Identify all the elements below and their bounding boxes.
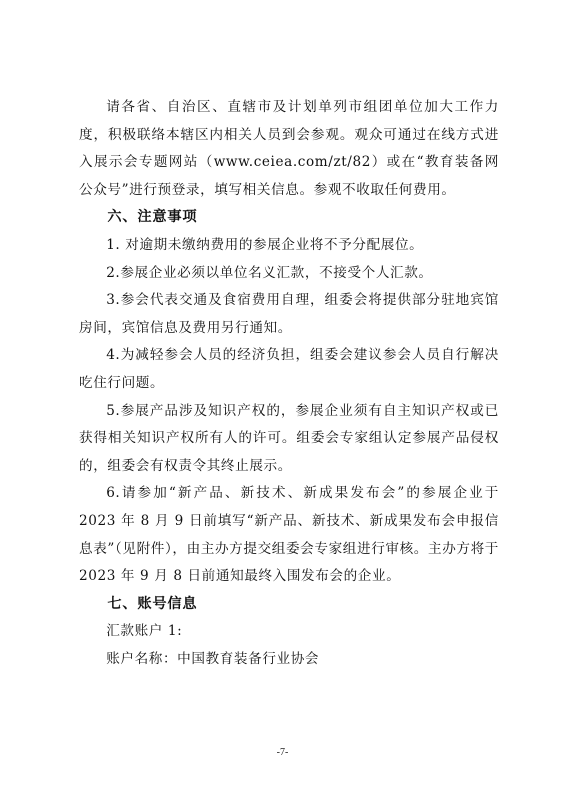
- section-6-item-4: 4.为减轻参会人员的经济负担，组委会建议参会人员自行解决吃住行问题。: [79, 347, 499, 391]
- document-body: [79, 94, 499, 673]
- section-6-item-3: 3.参会代表交通及食宿费用自理，组委会将提供部分驻地宾馆房间，宾馆信息及费用另行通知。: [79, 292, 499, 336]
- section-6-item-1: 1. 对逾期未缴纳费用的参展企业将不予分配展位。: [106, 236, 424, 253]
- section-6-item-5: 5.参展产品涉及知识产权的，参展企业须有自主知识产权或已获得相关知识产权所有人的许可。组委会专家组认定参展产品侵权的，组委会有权责令其终止展示。: [79, 402, 499, 474]
- page-number: -7-: [276, 747, 289, 758]
- section-7-heading: 七、账号信息: [107, 595, 198, 612]
- section-6-item-6: 6.请参加“新产品、新技术、新成果发布会”的参展企业于 2023 年 8 月 9 日前填写“新产品、新技术、新成果发布会申报信息表”（见附件），由主办方提交组委会专家组进行审核。主办方将于 2023 年 9 月 8 日前通知最终入围发布会的企业。: [79, 485, 499, 585]
- section-6-item-2: 2.参展企业必须以单位名义汇款，不接受个人汇款。: [106, 264, 433, 281]
- account-label: 汇款账户 1:: [106, 623, 183, 640]
- account-name: 账户名称：中国教育装备行业协会: [106, 650, 320, 667]
- intro-paragraph: 请各省、自治区、直辖市及计划单列市组团单位加大工作力度，积极联络本辖区内相关人员到会参观。观众可通过在线方式进入展示会专题网站（www.ceiea.com/zt/82）或在“教育装备网公众号”进行预登录，填写相关信息。参观不收取任何费用。: [79, 99, 499, 198]
- section-6-heading: 六、注意事项: [107, 209, 198, 226]
